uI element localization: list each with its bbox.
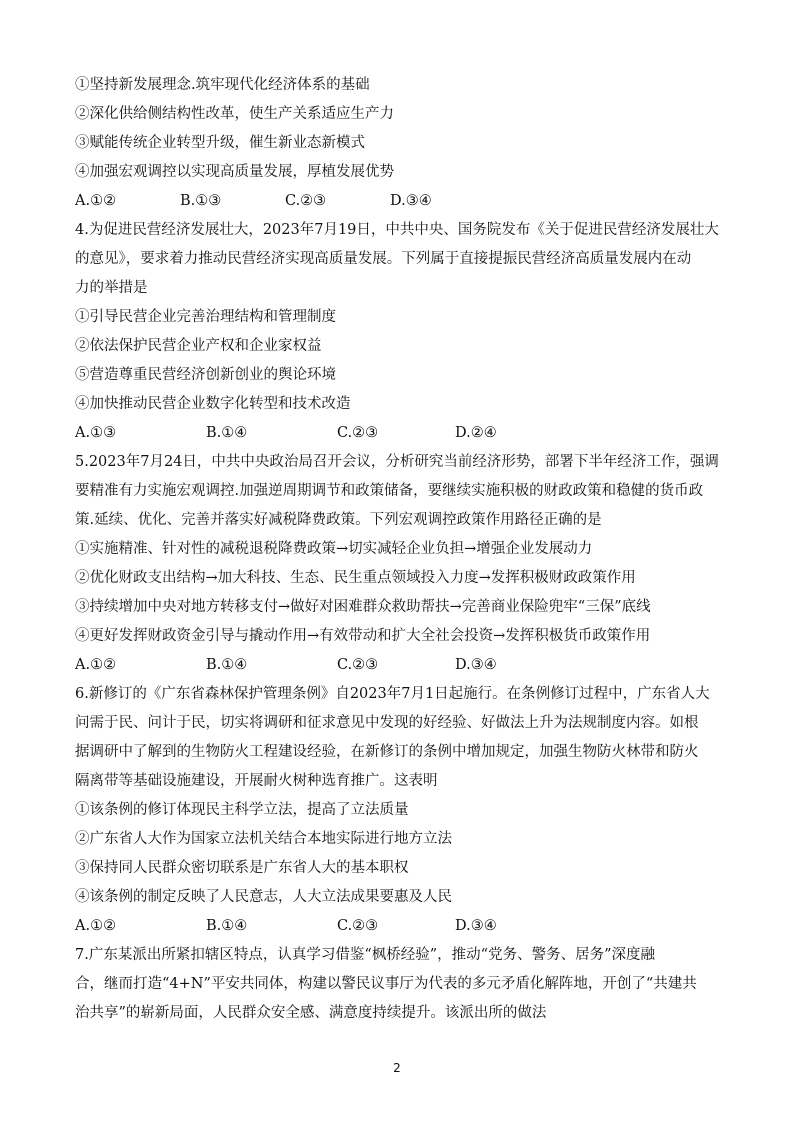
q5-option-d[interactable]: D.③④ <box>455 657 497 673</box>
q6-option-b[interactable]: B.①④ <box>206 918 248 934</box>
q4-item-4: ④加快推动民营企业数字化转型和技术改造 <box>75 396 351 412</box>
q4-item-1: ①引导民营企业完善治理结构和管理制度 <box>75 309 336 325</box>
q4-option-d[interactable]: D.②④ <box>455 425 497 441</box>
question-4 <box>75 216 725 448</box>
question-6 <box>75 680 725 941</box>
q4-stem-line-2: 的意见》，要求着力推动民营经济实现高质量发展。下列属于直接提振民营经济高质量发展内在动 <box>75 251 692 267</box>
q5-option-a[interactable]: A.①② <box>75 657 117 673</box>
q3-item-4: ④加强宏观调控以实现高质量发展，厚植发展优势 <box>75 164 394 180</box>
q3-options <box>75 187 725 216</box>
q6-option-c[interactable]: C.②③ <box>337 918 379 934</box>
q3-item-1: ①坚持新发展理念.筑牢现代化经济体系的基础 <box>75 77 370 93</box>
q6-stem-line-1: 6.新修订的《广东省森林保护管理条例》自2023年7月1日起施行。在条例修订过程中，广东省人大 <box>75 686 710 702</box>
q3-option-d[interactable]: D.③④ <box>390 193 432 209</box>
q3-item-3: ③赋能传统企业转型升级，催生新业态新模式 <box>75 135 365 151</box>
question-5 <box>75 448 725 680</box>
q4-stem-line-1: 4.为促进民营经济发展壮大，2023年7月19日，中共中央、国务院发布《关于促进民营经济发展壮大 <box>75 222 719 238</box>
q5-item-3: ③持续增加中央对地方转移支付→做好对困难群众救助帮扶→完善商业保险兜牢“三保”底线 <box>75 599 651 615</box>
q6-item-1: ①该条例的修订体现民主科学立法，提高了立法质量 <box>75 802 409 818</box>
q3-option-b[interactable]: B.①③ <box>180 193 222 209</box>
q7-stem-line-2: 合，继而打造“4+N”平安共同体，构建以警民议事厅为代表的多元矛盾化解阵地，开创了“共建共 <box>75 976 697 992</box>
q5-option-c[interactable]: C.②③ <box>337 657 379 673</box>
q6-options <box>75 912 725 941</box>
q5-stem-line-3: 策.延续、优化、完善并落实好减税降费政策。下列宏观调控政策作用路径正确的是 <box>75 512 602 528</box>
q4-stem-line-3: 力的举措是 <box>75 280 148 296</box>
q4-option-c[interactable]: C.②③ <box>337 425 379 441</box>
q5-item-4: ④更好发挥财政资金引导与撬动作用→有效带动和扩大全社会投资→发挥积极货币政策作用 <box>75 628 651 644</box>
q5-stem-line-1: 5.2023年7月24日，中共中央政治局召开会议，分析研究当前经济形势，部署下半年经济工作，强调 <box>75 454 719 470</box>
q5-stem-line-2: 要精准有力实施宏观调控.加强逆周期调节和政策储备，要继续实施积极的财政政策和稳健的货币政 <box>75 483 704 499</box>
q4-option-b[interactable]: B.①④ <box>206 425 248 441</box>
q3-option-c[interactable]: C.②③ <box>285 193 327 209</box>
q7-stem-line-3: 治共享”的崭新局面，人民群众安全感、满意度持续提升。该派出所的做法 <box>75 1005 547 1021</box>
q6-stem-line-2: 问需于民、问计于民，切实将调研和征求意见中发现的好经验、好做法上升为法规制度内容。如根 <box>75 715 699 731</box>
q3-option-a[interactable]: A.①② <box>75 193 117 209</box>
q6-item-3: ③保持同人民群众密切联系是广东省人大的基本职权 <box>75 860 409 876</box>
q5-item-2: ②优化财政支出结构→加大科技、生态、民生重点领域投入力度→发挥积极财政政策作用 <box>75 570 636 586</box>
question-7 <box>75 941 725 1028</box>
q4-option-a[interactable]: A.①③ <box>75 425 117 441</box>
q5-item-1: ①实施精准、针对性的减税退税降费政策→切实减轻企业负担→增强企业发展动力 <box>75 541 593 557</box>
q7-stem-line-1: 7.广东某派出所紧扣辖区特点，认真学习借鉴“枫桥经验”，推动“党务、警务、居务”深度融 <box>75 947 655 963</box>
page-number: 2 <box>393 1061 401 1075</box>
q6-stem-line-4: 隔离带等基础设施建设，开展耐火树种选育推广。这表明 <box>75 773 438 789</box>
q6-item-2: ②广东省人大作为国家立法机关结合本地实际进行地方立法 <box>75 831 452 847</box>
q6-stem-line-3: 据调研中了解到的生物防火工程建设经验，在新修订的条例中增加规定，加强生物防火林带和防火 <box>75 744 699 760</box>
q6-item-4: ④该条例的制定反映了人民意志，人大立法成果要惠及人民 <box>75 889 452 905</box>
q5-option-b[interactable]: B.①④ <box>206 657 248 673</box>
q4-item-3: ⑤营造尊重民营经济创新创业的舆论环境 <box>75 367 336 383</box>
q3-item-2: ②深化供给侧结构性改革，使生产关系适应生产力 <box>75 106 394 122</box>
q6-option-d[interactable]: D.③④ <box>455 918 497 934</box>
q4-options <box>75 419 725 448</box>
q4-item-2: ②依法保护民营企业产权和企业家权益 <box>75 338 322 354</box>
question-3-items <box>75 71 725 187</box>
exam-page <box>75 71 725 1028</box>
q5-options <box>75 651 725 680</box>
q6-option-a[interactable]: A.①② <box>75 918 117 934</box>
